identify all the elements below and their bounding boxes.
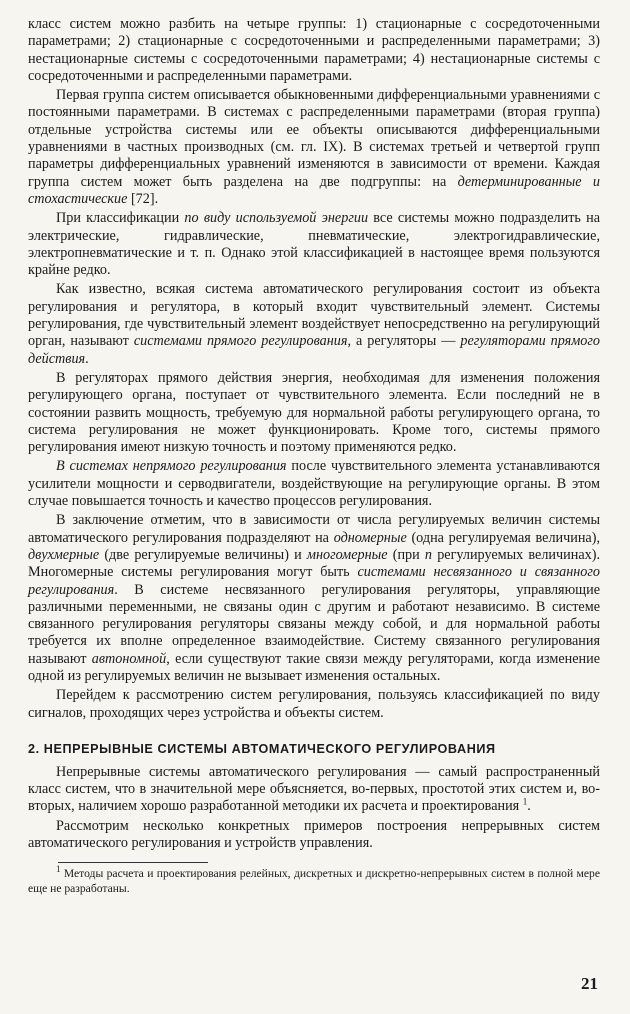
- text-run: (одна регулируемая величина),: [406, 529, 600, 546]
- emphasis-text: детерминированные и стохастические: [28, 173, 600, 207]
- text-run: Первая группа систем описывается обыкновенными дифференциальными уравнениями с постоянными параметрами. В системах с распределенными параметрами (вторая группа) отдельные устройства системы или ее объекты описываются дифференциальными уравнениями в частных производных (см. гл. IX). В системах третьей и четвертой групп параметры дифференциальных уравнений изменяются в зависимости от времени. Каждая группа систем может быть разделена на две подгруппы: на: [28, 87, 600, 190]
- emphasis-text: автономной: [91, 650, 167, 667]
- emphasis-text: по виду используемой энергии: [184, 210, 369, 227]
- paragraph-first-group: [28, 87, 600, 208]
- text-run: Рассмотрим несколько конкретных примеров построения непрерывных систем автоматического регулирования и устройств управления.: [28, 817, 600, 852]
- paragraph-intro: [28, 16, 600, 85]
- text-run: класс систем можно разбить на четыре группы: 1) стационарные с сосредоточенными параметрами; 2) стационарные с сосредоточенными и распределенными параметрами; 3) нестационарные системы с сосредоточенными параметрами; 4) нестационарные системы с сосредоточенными и распределенными параметрами.: [28, 16, 600, 84]
- text-run: , если существуют такие связи между регуляторами, когда изменение одной из регулируемых величин не вызывает изменения остальных.: [28, 650, 600, 684]
- text-run: В регуляторах прямого действия энергия, необходимая для изменения положения регулирующего органа, поступает от чувствительного элемента. Если последний не в состоянии развить мощность, требуемую для нормальной работы регулирующего органа, то система регулирования не может функционировать. Кроме того, системы прямого регулирования имеют низкую точность и поэтому применяются редко.: [28, 369, 600, 456]
- emphasis-text: двухмерные: [28, 546, 100, 563]
- emphasis-text: одномерные: [333, 529, 407, 546]
- paragraph-direct-regulation: [28, 281, 600, 367]
- text-run: При классификации: [56, 210, 185, 227]
- footnote: [28, 864, 600, 896]
- text-run: Перейдем к рассмотрению систем регулирования, пользуясь классификацией по виду сигналов, проходящих через устройства и объекты систем.: [28, 687, 600, 721]
- page-number: 21: [581, 974, 598, 993]
- text-run: В заключение отметим, что в зависимости от числа регулируемых величин системы автоматического регулирования подразделяют на: [28, 512, 600, 546]
- emphasis-text: регуляторами прямого действия: [28, 333, 600, 367]
- text-run: регулируемых величинах). Многомерные системы регулирования могут быть: [28, 546, 600, 581]
- emphasis-text: системами несвязанного и связанного регулирования: [28, 564, 600, 598]
- text-run: все системы можно подразделить на электрические, гидравлические, пневматические, электрогидравлические, электропневматические и т. п. Однако этой классификацией в настоящее время пользуются крайне редко.: [28, 210, 600, 279]
- paragraph-direct-action-regulators: [28, 370, 600, 456]
- text-run: , а регуляторы —: [347, 333, 461, 350]
- section-heading: 2. НЕПРЕРЫВНЫЕ СИСТЕМЫ АВТОМАТИЧЕСКОГО РЕГУЛИРОВАНИЯ: [28, 741, 496, 756]
- text-run: после чувствительного элемента устанавливаются усилители мощности и серводвигатели, воздействующие на регулирующие органы. В этом случае повышается точность и качество процессов регулирования.: [28, 458, 600, 510]
- emphasis-text: системами прямого регулирования: [133, 333, 348, 350]
- footnote-mark: 1: [56, 864, 61, 875]
- emphasis-text: n: [424, 546, 433, 563]
- text-run: Непрерывные системы автоматического регулирования — самый распространенный класс систем, что в значительной мере объясняется, во-первых, простотой этих систем и, во-вторых, наличием хорошо разработанной методики их расчета и проектирования: [28, 763, 600, 815]
- text-run: .: [85, 350, 89, 367]
- footnote-ref: 1: [522, 796, 528, 807]
- paragraph-multivariable-systems: [28, 512, 600, 685]
- footnote-divider: [58, 862, 208, 863]
- text-run: (две регулируемые величины) и: [99, 546, 307, 563]
- paragraph-examples: [28, 818, 600, 853]
- text-run: . В системе несвязанного регулирования регуляторы, управляющие различными переменными, не связаны один с другим и работают независимо. В системе связанного регулирования регуляторы связаны между собой, и для нормальной работы требуется их вполне определенное взаимодействие. Систему связанного регулирования называют: [28, 581, 600, 667]
- emphasis-text: многомерные: [306, 546, 388, 563]
- paragraph-energy-classification: [28, 210, 600, 279]
- paragraph-signal-classification: [28, 687, 600, 722]
- text-run: [72].: [127, 190, 159, 207]
- text-run: .: [527, 798, 531, 815]
- emphasis-text: В системах непрямого регулирования: [56, 458, 287, 475]
- paragraph-indirect-regulation: [28, 458, 600, 510]
- footnote-text: Методы расчета и проектирования релейных, дискретных и дискретно-непрерывных систем в полной мере еще не разработаны.: [28, 867, 600, 895]
- text-run: Как известно, всякая система автоматического регулирования состоит из объекта регулирования и регулятора, в который входит чувствительный элемент. Системы регулирования, где чувствительный элемент воздействует непосредственно на регулирующий орган, называют: [28, 281, 600, 350]
- paragraph-continuous-systems: [28, 764, 600, 816]
- text-run: (при: [387, 546, 425, 563]
